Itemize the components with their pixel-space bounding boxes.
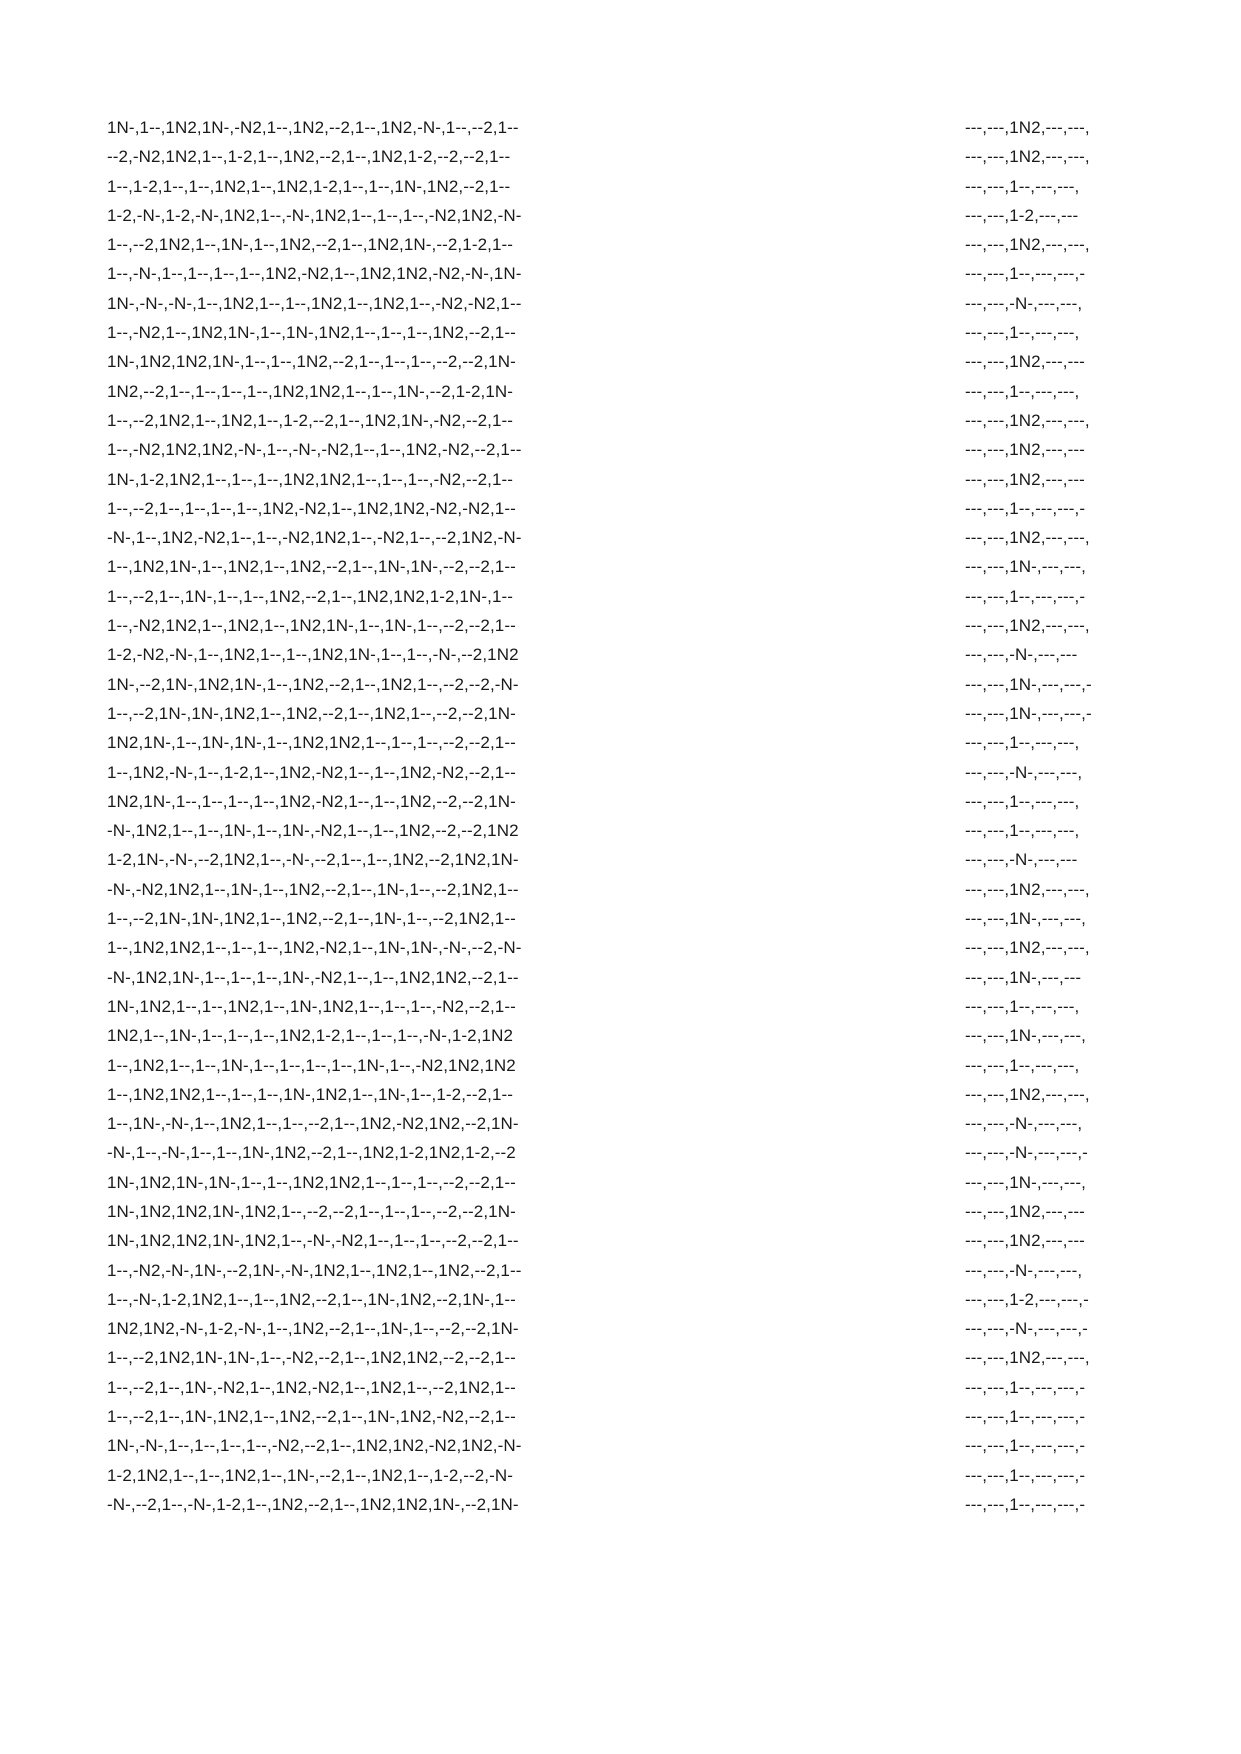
text-line: ---,---,1N2,---,---, — [965, 938, 1090, 958]
text-line: 1--,--2,1N-,1N-,1N2,1--,1N2,--2,1--,1N2,1--,--2,--2,1N- — [107, 703, 516, 723]
text-line: ---,---,-N-,---,---,- — [965, 1143, 1088, 1163]
text-line: ---,---,-N-,---,--- — [965, 645, 1078, 665]
text-line: ---,---,1N2,---,--- — [965, 1201, 1085, 1221]
text-line: 1N-,-N-,1--,1--,1--,1--,-N2,--2,1--,1N2,1N2,-N2,1N2,-N- — [107, 1436, 522, 1456]
text-line: ---,---,1N-,---,---,- — [965, 674, 1092, 694]
text-line: 1--,--2,1--,1N-,-N2,1--,1N2,-N2,1--,1N2,1--,--2,1N2,1-- — [107, 1377, 516, 1397]
text-line: 1--,1-2,1--,1--,1N2,1--,1N2,1-2,1--,1--,1N-,1N2,--2,1-- — [107, 176, 511, 196]
text-line: 1--,--2,1--,1N-,1N2,1--,1N2,--2,1--,1N-,1N2,-N2,--2,1-- — [107, 1407, 516, 1427]
text-line: 1N-,1N2,1--,1--,1N2,1--,1N-,1N2,1--,1--,1--,-N2,--2,1-- — [107, 996, 516, 1016]
text-line: 1N-,1N2,1N2,1N-,1N2,1--,--2,--2,1--,1--,1--,--2,--2,1N- — [107, 1201, 516, 1221]
text-line: ---,---,1N-,---,---, — [965, 909, 1086, 929]
text-line: -N-,1N2,1--,1--,1N-,1--,1N-,-N2,1--,1--,1N2,--2,--2,1N2 — [107, 821, 519, 841]
text-line: ---,---,1--,---,---,- — [965, 1436, 1086, 1456]
text-line: 1--,-N2,-N-,1N-,--2,1N-,-N-,1N2,1--,1N2,1--,1N2,--2,1-- — [107, 1260, 522, 1280]
text-line: 1--,--2,1N2,1--,1N2,1--,1-2,--2,1--,1N2,1N-,-N2,--2,1-- — [107, 410, 514, 430]
text-line: 1-2,-N-,1-2,-N-,1N2,1--,-N-,1N2,1--,1--,1--,-N2,1N2,-N- — [107, 205, 522, 225]
text-line: ---,---,1N2,---,--- — [965, 1231, 1085, 1251]
text-line: 1--,--2,1--,1N-,1--,1--,1N2,--2,1--,1N2,1N2,1-2,1N-,1-- — [107, 586, 514, 606]
text-line: ---,---,1--,---,---,- — [965, 1465, 1086, 1485]
left-text-column — [107, 113, 627, 1519]
text-line: 1--,1N2,1--,1--,1N-,1--,1--,1--,1--,1N-,1--,-N2,1N2,1N2 — [107, 1055, 516, 1075]
text-line: ---,---,1N2,---,---, — [965, 118, 1090, 137]
text-line: ---,---,1N-,---,--- — [965, 967, 1082, 987]
text-line: 1-2,-N2,-N-,1--,1N2,1--,1--,1N2,1N-,1--,1--,-N-,--2,1N2 — [107, 645, 519, 665]
text-line: 1--,-N2,1N2,1N2,-N-,1--,-N-,-N2,1--,1--,1N2,-N2,--2,1-- — [107, 440, 522, 460]
text-line: ---,---,1N2,---,--- — [965, 440, 1085, 460]
text-line: ---,---,-N-,---,--- — [965, 850, 1078, 870]
text-line: 1--,--2,1N2,1--,1N-,1--,1N2,--2,1--,1N2,1N-,--2,1-2,1-- — [107, 235, 514, 255]
text-line: ---,---,1--,---,---,- — [965, 1494, 1086, 1514]
text-line: 1--,-N2,1--,1N2,1N-,1--,1N-,1N2,1--,1--,1--,1N2,--2,1-- — [107, 323, 516, 343]
text-line: ---,---,1N2,---,---, — [965, 616, 1090, 636]
text-line: 1N2,1--,1N-,1--,1--,1--,1N2,1-2,1--,1--,1--,-N-,1-2,1N2 — [107, 1026, 514, 1046]
text-line: ---,---,1--,---,---, — [965, 996, 1080, 1016]
text-line: ---,---,1N2,---,---, — [965, 879, 1090, 899]
text-line: 1--,--2,1N-,1N-,1N2,1--,1N2,--2,1--,1N-,1--,--2,1N2,1-- — [107, 909, 516, 929]
text-line: -N-,1--,1N2,-N2,1--,1--,-N2,1N2,1--,-N2,1--,--2,1N2,-N- — [107, 528, 522, 548]
text-line: ---,---,1N2,---,---, — [965, 235, 1090, 255]
text-line: ---,---,1N-,---,---, — [965, 1172, 1086, 1192]
text-line: --2,-N2,1N2,1--,1-2,1--,1N2,--2,1--,1N2,1-2,--2,--2,1-- — [107, 147, 511, 167]
text-line: 1N2,1N2,-N-,1-2,-N-,1--,1N2,--2,1--,1N-,1--,--2,--2,1N- — [107, 1319, 519, 1339]
text-line: ---,---,-N-,---,---, — [965, 1114, 1083, 1134]
text-line: -N-,--2,1--,-N-,1-2,1--,1N2,--2,1--,1N2,1N2,1N-,--2,1N- — [107, 1494, 519, 1514]
text-line: 1-2,1N2,1--,1--,1N2,1--,1N-,--2,1--,1N2,1--,1-2,--2,-N- — [107, 1465, 514, 1485]
text-line: 1--,--2,1--,1--,1--,1--,1N2,-N2,1--,1N2,1N2,-N2,-N2,1-- — [107, 498, 516, 518]
text-line: 1N-,1N2,1N-,1N-,1--,1--,1N2,1N2,1--,1--,1--,--2,--2,1-- — [107, 1172, 516, 1192]
text-line: ---,---,-N-,---,---, — [965, 1260, 1083, 1280]
text-line: 1--,-N-,1--,1--,1--,1--,1N2,-N2,1--,1N2,1N2,-N2,-N-,1N- — [107, 264, 522, 284]
text-line: ---,---,1N2,---,---, — [965, 147, 1090, 167]
text-line: ---,---,1--,---,---, — [965, 1055, 1080, 1075]
text-line: ---,---,1--,---,---, — [965, 176, 1080, 196]
text-line: 1N-,-N-,-N-,1--,1N2,1--,1--,1N2,1--,1N2,1--,-N2,-N2,1-- — [107, 293, 522, 313]
text-line: 1N-,1N2,1N2,1N-,1--,1--,1N2,--2,1--,1--,1--,--2,--2,1N- — [107, 352, 516, 372]
text-line: -N-,1N2,1N-,1--,1--,1--,1N-,-N2,1--,1--,1N2,1N2,--2,1-- — [107, 967, 519, 987]
text-line: ---,---,1N-,---,---, — [965, 557, 1086, 577]
text-line: 1N-,1--,1N2,1N-,-N2,1--,1N2,--2,1--,1N2,-N-,1--,--2,1-- — [107, 118, 519, 137]
text-line: ---,---,1N-,---,---, — [965, 1026, 1086, 1046]
text-line: 1--,--2,1N2,1N-,1N-,1--,-N2,--2,1--,1N2,1N2,--2,--2,1-- — [107, 1348, 516, 1368]
text-line: ---,---,-N-,---,---, — [965, 293, 1083, 313]
text-line: ---,---,-N-,---,---, — [965, 762, 1083, 782]
text-line: ---,---,-N-,---,---,- — [965, 1319, 1088, 1339]
text-line: ---,---,1N2,---,---, — [965, 1084, 1090, 1104]
text-line: 1N2,--2,1--,1--,1--,1--,1N2,1N2,1--,1--,1N-,--2,1-2,1N- — [107, 381, 514, 401]
text-line: ---,---,1--,---,---,- — [965, 264, 1086, 284]
text-line: ---,---,1--,---,---, — [965, 821, 1080, 841]
text-line: ---,---,1--,---,---, — [965, 381, 1080, 401]
text-line: ---,---,1N2,---,--- — [965, 352, 1085, 372]
text-line: ---,---,1--,---,---,- — [965, 1377, 1086, 1397]
text-line: 1--,1N-,-N-,1--,1N2,1--,1--,--2,1--,1N2,-N2,1N2,--2,1N- — [107, 1114, 519, 1134]
text-line: 1--,-N2,1N2,1--,1N2,1--,1N2,1N-,1--,1N-,1--,--2,--2,1-- — [107, 616, 516, 636]
text-line: ---,---,1N2,---,---, — [965, 528, 1090, 548]
text-line: ---,---,1-2,---,--- — [965, 205, 1079, 225]
text-line: 1N-,1-2,1N2,1--,1--,1--,1N2,1N2,1--,1--,1--,-N2,--2,1-- — [107, 469, 514, 489]
text-line: ---,---,1--,---,---, — [965, 323, 1080, 343]
text-line: ---,---,1--,---,---, — [965, 791, 1080, 811]
text-line: 1--,1N2,1N2,1--,1--,1--,1N-,1N2,1--,1N-,1--,1-2,--2,1-- — [107, 1084, 514, 1104]
text-line: 1--,1N2,1N-,1--,1N2,1--,1N2,--2,1--,1N-,1N-,--2,--2,1-- — [107, 557, 516, 577]
text-line: ---,---,1N-,---,---,- — [965, 703, 1092, 723]
text-line: ---,---,1--,---,---,- — [965, 498, 1086, 518]
text-line: ---,---,1N2,---,---, — [965, 1348, 1090, 1368]
text-line: 1--,-N-,1-2,1N2,1--,1--,1N2,--2,1--,1N-,1N2,--2,1N-,1-- — [107, 1289, 516, 1309]
text-line: ---,---,1--,---,---,- — [965, 1407, 1086, 1427]
text-line: 1--,1N2,1N2,1--,1--,1--,1N2,-N2,1--,1N-,1N-,-N-,--2,-N- — [107, 938, 522, 958]
text-line: ---,---,1--,---,---,- — [965, 586, 1086, 606]
text-line: 1--,1N2,-N-,1--,1-2,1--,1N2,-N2,1--,1--,1N2,-N2,--2,1-- — [107, 762, 516, 782]
text-line: 1-2,1N-,-N-,--2,1N2,1--,-N-,--2,1--,1--,1N2,--2,1N2,1N- — [107, 850, 519, 870]
text-line: ---,---,1N2,---,--- — [965, 469, 1085, 489]
text-line: 1N2,1N-,1--,1N-,1N-,1--,1N2,1N2,1--,1--,1--,--2,--2,1-- — [107, 733, 516, 753]
text-line: 1N2,1N-,1--,1--,1--,1--,1N2,-N2,1--,1--,1N2,--2,--2,1N- — [107, 791, 516, 811]
text-line: 1N-,1N2,1N2,1N-,1N2,1--,-N-,-N2,1--,1--,1--,--2,--2,1-- — [107, 1231, 519, 1251]
right-text-column — [965, 113, 1121, 1519]
text-line: 1N-,--2,1N-,1N2,1N-,1--,1N2,--2,1--,1N2,1--,--2,--2,-N- — [107, 674, 519, 694]
text-line: -N-,1--,-N-,1--,1--,1N-,1N2,--2,1--,1N2,1-2,1N2,1-2,--2 — [107, 1143, 516, 1163]
text-line: -N-,-N2,1N2,1--,1N-,1--,1N2,--2,1--,1N-,1--,--2,1N2,1-- — [107, 879, 519, 899]
text-line: ---,---,1-2,---,---,- — [965, 1289, 1089, 1309]
text-line: ---,---,1N2,---,---, — [965, 410, 1090, 430]
text-line: ---,---,1--,---,---, — [965, 733, 1080, 753]
